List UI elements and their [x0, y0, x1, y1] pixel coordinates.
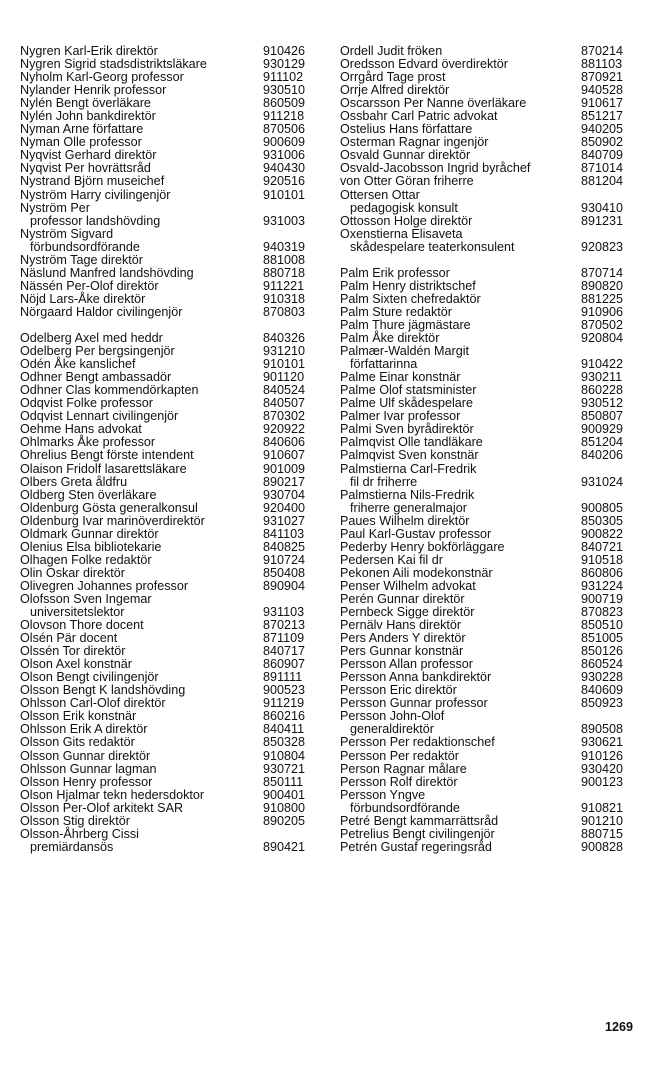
directory-entry — [20, 267, 320, 280]
entry-code: 880718 — [263, 265, 306, 280]
entry-name: Nyholm Karl-Georg professor — [20, 70, 184, 85]
entry-code: 870714 — [581, 265, 624, 280]
entry-code: 930621 — [581, 735, 624, 750]
entry-code: 940319 — [263, 239, 306, 254]
section-gap — [340, 254, 652, 267]
entry-name: Palm Åke direktör — [340, 331, 440, 346]
entry-code: 910906 — [581, 304, 624, 319]
entry-code: 900929 — [581, 422, 624, 437]
directory-entry — [20, 463, 320, 476]
directory-entry — [340, 189, 652, 215]
entry-code: 931024 — [581, 474, 624, 489]
entry-code: 901120 — [263, 370, 305, 385]
entry-code: 931006 — [263, 148, 306, 163]
entry-name: Petrelius Bengt civilingenjör — [340, 826, 495, 841]
entry-code: 891111 — [263, 670, 303, 685]
entry-name: Nöjd Lars-Åke direktör — [20, 291, 146, 306]
entry-name: Ohlmarks Åke professor — [20, 435, 156, 450]
entry-name: Olsson Henry professor — [20, 774, 153, 789]
entry-name: Paues Wilhelm direktör — [340, 513, 470, 528]
entry-code: 860228 — [581, 383, 624, 398]
entry-name: Nylén Bengt överläkare — [20, 96, 151, 111]
entry-name: Ohlsson Erik A direktör — [20, 722, 148, 737]
directory-entry — [340, 345, 652, 371]
entry-code: 920922 — [263, 422, 306, 437]
entry-code: 910617 — [581, 96, 624, 111]
directory-entry — [20, 815, 320, 828]
entry-code: 840606 — [263, 435, 306, 450]
entry-code: 870502 — [581, 317, 624, 332]
entry-code: 930129 — [263, 57, 306, 72]
entry-code: 911218 — [263, 109, 305, 124]
entry-name: Odelberg Axel med heddr — [20, 331, 163, 346]
entry-name: Osvald-Jacobsson Ingrid byråchef — [340, 161, 531, 176]
entry-code: 870214 — [581, 44, 624, 58]
entry-code: 860216 — [263, 709, 306, 724]
entry-name: Oldenburg Ivar marinöverdirektör — [20, 513, 205, 528]
entry-name: Pernbeck Sigge direktör — [340, 605, 475, 620]
entry-code: 871014 — [581, 161, 624, 176]
entry-name-continuation: universitetslektor — [30, 605, 125, 620]
entry-name: Nyström Per — [20, 200, 90, 215]
directory-entry — [340, 293, 652, 306]
entry-name: Orrje Alfred direktör — [340, 83, 450, 98]
entry-name-continuation: förbundsordförande — [350, 800, 460, 815]
entry-code: 910101 — [263, 187, 306, 202]
entry-code: 851217 — [581, 109, 624, 124]
directory-entry — [340, 449, 652, 462]
entry-name: Nygren Sigrid stadsdistriktsläkare — [20, 57, 207, 72]
entry-code: 931210 — [263, 344, 306, 359]
entry-name: Ohrelius Bengt förste intendent — [20, 448, 194, 463]
entry-name: Olson Bengt civilingenjör — [20, 670, 159, 685]
directory-entry — [340, 789, 652, 815]
directory-entry — [20, 280, 320, 293]
entry-name: Olsson Bengt K landshövding — [20, 683, 186, 698]
entry-code: 880715 — [581, 826, 624, 841]
directory-entry — [340, 776, 652, 789]
entry-code: 931103 — [263, 605, 305, 620]
entry-name-continuation: friherre generalmajor — [350, 500, 467, 515]
directory-entry — [20, 515, 320, 528]
entry-name: Pernälv Hans direktör — [340, 618, 462, 633]
entry-code: 890421 — [263, 839, 306, 854]
entry-name: Palmi Sven byrådirektör — [340, 422, 474, 437]
entry-name: Oldmark Gunnar direktör — [20, 526, 159, 541]
entry-name-continuation: professor landshövding — [30, 213, 161, 228]
directory-entry — [20, 554, 320, 567]
entry-code: 860806 — [581, 565, 624, 580]
entry-code: 850902 — [581, 135, 624, 150]
entry-name: Palm Sixten chefredaktör — [340, 291, 481, 306]
entry-code: 850408 — [263, 565, 306, 580]
directory-entry — [20, 502, 320, 515]
entry-code: 920823 — [581, 239, 624, 254]
directory-entry — [20, 476, 320, 489]
entry-code: 930410 — [581, 200, 624, 215]
entry-code: 881103 — [581, 57, 623, 72]
entry-name: Palmstierna Carl-Fredrik — [340, 461, 477, 476]
entry-code: 870803 — [263, 304, 306, 319]
entry-code: 890205 — [263, 813, 306, 828]
left-column — [20, 45, 320, 854]
entry-code: 870921 — [581, 70, 624, 85]
entry-name: Palm Thure jägmästare — [340, 317, 471, 332]
entry-code: 890217 — [263, 474, 306, 489]
entry-name: Palme Olof statsminister — [340, 383, 477, 398]
entry-code: 890904 — [263, 578, 306, 593]
entry-name: Osterman Ragnar ingenjör — [340, 135, 489, 150]
entry-code: 840825 — [263, 539, 306, 554]
entry-code: 910804 — [263, 748, 306, 763]
entry-code: 860524 — [581, 657, 624, 672]
entry-name: Nyman Arne författare — [20, 122, 144, 137]
entry-code: 850328 — [263, 735, 306, 750]
entry-name: Pers Anders Y direktör — [340, 631, 466, 646]
entry-code: 900523 — [263, 683, 306, 698]
entry-code: 910724 — [263, 552, 306, 567]
entry-code: 920804 — [581, 331, 624, 346]
entry-code: 840717 — [263, 644, 306, 659]
entry-code: 850126 — [581, 644, 624, 659]
directory-entry — [340, 750, 652, 763]
entry-code: 930512 — [581, 396, 624, 411]
entry-name-continuation: förbundsordförande — [30, 239, 140, 254]
entry-name: Palm Henry distriktschef — [340, 278, 476, 293]
entry-name: Olhagen Folke redaktör — [20, 552, 152, 567]
entry-name: Pers Gunnar konstnär — [340, 644, 464, 659]
entry-name: Olivegren Johannes professor — [20, 578, 189, 593]
entry-code: 931027 — [263, 513, 306, 528]
entry-name: Palmqvist Sven konstnär — [340, 448, 479, 463]
entry-name: Odén Åke kanslichef — [20, 357, 136, 372]
entry-name: Persson Per redaktör — [340, 748, 459, 763]
entry-name: von Otter Göran friherre — [340, 174, 474, 189]
entry-name: Ordell Judit fröken — [340, 44, 443, 58]
directory-entry — [340, 815, 652, 828]
entry-code: 870823 — [581, 605, 624, 620]
directory-entry — [340, 528, 652, 541]
directory-entry — [340, 228, 652, 254]
entry-code: 870213 — [263, 618, 306, 633]
entry-name: Oredsson Edvard överdirektör — [340, 57, 508, 72]
entry-code: 850305 — [581, 513, 624, 528]
entry-code: 910518 — [581, 552, 624, 567]
entry-name: Petrén Gustaf regeringsråd — [340, 839, 492, 854]
entry-code: 840524 — [263, 383, 306, 398]
entry-name: Palmstierna Nils-Fredrik — [340, 487, 475, 502]
directory-entry — [20, 306, 320, 319]
entry-code: 901009 — [263, 461, 306, 476]
entry-name: Olsson Stig direktör — [20, 813, 130, 828]
entry-name-continuation: skådespelare teaterkonsulent — [350, 239, 515, 254]
entry-code: 891231 — [581, 213, 624, 228]
entry-code: 840411 — [263, 722, 305, 737]
entry-code: 840709 — [581, 148, 624, 163]
entry-name-continuation: generaldirektör — [350, 722, 435, 737]
directory-entry — [20, 293, 320, 306]
entry-code: 911102 — [263, 70, 304, 85]
entry-name: Persson Anna bankdirektör — [340, 670, 492, 685]
entry-code: 930420 — [581, 761, 624, 776]
entry-name: Oxenstierna Elisaveta — [340, 226, 463, 241]
entry-name: Persson Per redaktionschef — [340, 735, 495, 750]
entry-code: 850111 — [263, 774, 304, 789]
entry-name: Olaison Fridolf lasarettsläkare — [20, 461, 187, 476]
entry-name: Odqvist Folke professor — [20, 396, 153, 411]
directory-entry — [20, 750, 320, 763]
directory-entry — [340, 267, 652, 280]
directory-entry — [20, 228, 320, 254]
entry-code: 840507 — [263, 396, 306, 411]
entry-code: 910318 — [263, 291, 306, 306]
directory-entry — [340, 175, 652, 188]
entry-code: 900805 — [581, 500, 624, 515]
entry-name: Odelberg Per bergsingenjör — [20, 344, 175, 359]
entry-name: Ossbahr Carl Patric advokat — [340, 109, 498, 124]
entry-name: Pedersen Kai fil dr — [340, 552, 443, 567]
entry-name: Person Ragnar målare — [340, 761, 467, 776]
entry-name: Palmer Ivar professor — [340, 409, 461, 424]
directory-entry — [20, 789, 320, 802]
directory-entry — [20, 175, 320, 188]
entry-code: 900123 — [581, 774, 624, 789]
entry-name: Petré Bengt kammarrättsråd — [340, 813, 499, 828]
directory-entry — [340, 463, 652, 489]
entry-name: Olbers Greta åldfru — [20, 474, 128, 489]
entry-code: 851204 — [581, 435, 624, 450]
entry-code: 890820 — [581, 278, 624, 293]
entry-name: Persson Yngve — [340, 787, 426, 802]
entry-name: Palmær-Waldén Margit — [340, 344, 469, 359]
entry-code: 930510 — [263, 83, 306, 98]
directory-entry — [340, 736, 652, 749]
directory-entry — [20, 528, 320, 541]
entry-name: Paul Karl-Gustav professor — [340, 526, 492, 541]
entry-name: Ohlsson Gunnar lagman — [20, 761, 157, 776]
entry-name: Ottersen Ottar — [340, 187, 420, 202]
entry-code: 910426 — [263, 44, 306, 58]
entry-name: Nyqvist Per hovrättsråd — [20, 161, 151, 176]
directory-entry — [20, 567, 320, 580]
entry-name: Nyström Harry civilingenjör — [20, 187, 171, 202]
entry-name: Persson John-Olof — [340, 709, 445, 724]
directory-entry — [20, 202, 320, 228]
entry-code: 860509 — [263, 96, 306, 111]
directory-entry — [20, 449, 320, 462]
entry-name: Olsson Erik konstnär — [20, 709, 137, 724]
entry-name: Olsén Pär docent — [20, 631, 118, 646]
directory-entry — [340, 841, 652, 854]
entry-code: 931224 — [581, 578, 624, 593]
entry-name: Odhner Bengt ambassadör — [20, 370, 172, 385]
entry-name: Oldenburg Gösta generalkonsul — [20, 500, 198, 515]
entry-code: 900828 — [581, 839, 624, 854]
entry-name: Nyqvist Gerhard direktör — [20, 148, 157, 163]
entry-name: Nygren Karl-Erik direktör — [20, 44, 158, 58]
directory-entry — [340, 580, 652, 593]
right-column — [340, 45, 652, 854]
entry-name: Olsson Gits redaktör — [20, 735, 135, 750]
entry-code: 930721 — [263, 761, 306, 776]
directory-entry — [340, 828, 652, 841]
entry-name: Persson Eric direktör — [340, 683, 457, 698]
entry-code: 870302 — [263, 409, 306, 424]
entry-code: 900822 — [581, 526, 624, 541]
entry-code: 850510 — [581, 618, 624, 633]
entry-code: 910101 — [263, 357, 306, 372]
entry-name: Persson Allan professor — [340, 657, 474, 672]
entry-name-continuation: fil dr friherre — [350, 474, 418, 489]
entry-code: 900401 — [263, 787, 306, 802]
entry-name: Olovson Thore docent — [20, 618, 144, 633]
directory-entry — [20, 802, 320, 815]
entry-name: Oscarsson Per Nanne överläkare — [340, 96, 527, 111]
entry-name: Olson Axel konstnär — [20, 657, 133, 672]
directory-entry — [340, 541, 652, 554]
entry-name: Nässén Per-Olof direktör — [20, 278, 159, 293]
entry-name-continuation: premiärdansös — [30, 839, 114, 854]
entry-code: 910821 — [581, 800, 624, 815]
entry-code: 901210 — [581, 813, 624, 828]
entry-code: 871109 — [263, 631, 305, 646]
entry-name: Olenius Elsa bibliotekarie — [20, 539, 162, 554]
entry-name: Odqvist Lennart civilingenjör — [20, 409, 179, 424]
entry-code: 840609 — [581, 683, 624, 698]
directory-entry — [20, 776, 320, 789]
directory-entry — [20, 736, 320, 749]
entry-name: Ottosson Holge direktör — [340, 213, 473, 228]
entry-name: Perén Gunnar direktör — [340, 591, 465, 606]
entry-name: Nyman Olle professor — [20, 135, 142, 150]
entry-code: 910607 — [263, 448, 306, 463]
directory-entry — [340, 215, 652, 228]
entry-code: 841103 — [263, 526, 305, 541]
directory-entry — [20, 593, 320, 619]
directory-entry — [340, 515, 652, 528]
directory-entry — [340, 763, 652, 776]
entry-code: 910422 — [581, 357, 624, 372]
entry-name: Olsson-Åhrberg Cissi — [20, 826, 139, 841]
entry-name: Palme Einar konstnär — [340, 370, 461, 385]
entry-name: Odhner Clas kommendörkapten — [20, 383, 199, 398]
entry-code: 911219 — [263, 696, 305, 711]
entry-name: Palmqvist Olle tandläkare — [340, 435, 483, 450]
directory-entry — [340, 567, 652, 580]
entry-name: Olssén Tor direktör — [20, 644, 126, 659]
entry-code: 940430 — [263, 161, 306, 176]
entry-name: Persson Gunnar professor — [340, 696, 488, 711]
entry-name: Nylander Henrik professor — [20, 83, 167, 98]
entry-name: Pederby Henry bokförläggare — [340, 539, 505, 554]
directory-entry — [20, 828, 320, 854]
directory-entry — [340, 554, 652, 567]
entry-name: Penser Wilhelm advokat — [340, 578, 476, 593]
entry-name: Oldberg Sten överläkare — [20, 487, 157, 502]
entry-name: Palm Erik professor — [340, 265, 450, 280]
entry-name: Persson Rolf direktör — [340, 774, 458, 789]
page-number: 1269 — [605, 1020, 634, 1034]
entry-name: Palm Sture redaktör — [340, 304, 452, 319]
entry-code: 840206 — [581, 448, 624, 463]
entry-name: Nyström Sigvard — [20, 226, 114, 241]
entry-code: 930704 — [263, 487, 306, 502]
directory-entry — [20, 489, 320, 502]
entry-code: 910126 — [581, 748, 624, 763]
entry-name: Olofsson Sven Ingemar — [20, 591, 152, 606]
entry-name: Ohlsson Carl-Olof direktör — [20, 696, 166, 711]
directory-entry — [20, 189, 320, 202]
directory-entry — [20, 254, 320, 267]
entry-code: 920400 — [263, 500, 306, 515]
entry-code: 940205 — [581, 122, 624, 137]
entry-code: 911221 — [263, 278, 305, 293]
entry-code: 881204 — [581, 174, 624, 189]
entry-code: 900609 — [263, 135, 306, 150]
entry-code: 850807 — [581, 409, 624, 424]
directory-entry — [340, 710, 652, 736]
entry-name-continuation: författarinna — [350, 357, 418, 372]
directory-entry — [20, 580, 320, 593]
entry-name: Orrgård Tage prost — [340, 70, 446, 85]
entry-code: 840721 — [581, 539, 624, 554]
entry-name: Ostelius Hans författare — [340, 122, 473, 137]
entry-code: 900719 — [581, 591, 624, 606]
directory-entry — [20, 541, 320, 554]
entry-code: 881008 — [263, 252, 306, 267]
entry-name-continuation: pedagogisk konsult — [350, 200, 458, 215]
entry-code: 930228 — [581, 670, 624, 685]
entry-name: Osvald Gunnar direktör — [340, 148, 471, 163]
directory-entry — [20, 763, 320, 776]
entry-name: Nyström Tage direktör — [20, 252, 143, 267]
directory-entry — [340, 489, 652, 515]
entry-code: 840326 — [263, 331, 306, 346]
entry-code: 881225 — [581, 291, 624, 306]
entry-name: Palme Ulf skådespelare — [340, 396, 473, 411]
entry-code: 910800 — [263, 800, 306, 815]
entry-code: 940528 — [581, 83, 624, 98]
entry-code: 931003 — [263, 213, 306, 228]
entry-name: Olin Oskar direktör — [20, 565, 125, 580]
directory-entry — [340, 280, 652, 293]
entry-code: 851005 — [581, 631, 624, 646]
entry-code: 870506 — [263, 122, 306, 137]
entry-code: 920516 — [263, 174, 306, 189]
entry-code: 850923 — [581, 696, 624, 711]
entry-code: 890508 — [581, 722, 624, 737]
entry-name: Olson Hjalmar tekn hedersdoktor — [20, 787, 205, 802]
entry-name: Nörgaard Haldor civilingenjör — [20, 304, 183, 319]
entry-code: 860907 — [263, 657, 306, 672]
entry-name: Nylén John bankdirektör — [20, 109, 156, 124]
entry-name: Näslund Manfred landshövding — [20, 265, 194, 280]
entry-name: Olsson Gunnar direktör — [20, 748, 151, 763]
entry-name: Olsson Per-Olof arkitekt SAR — [20, 800, 184, 815]
entry-code: 930211 — [581, 370, 623, 385]
entry-name: Pekonen Aili modekonstnär — [340, 565, 493, 580]
entry-name: Nystrand Björn museichef — [20, 174, 165, 189]
entry-name: Oehme Hans advokat — [20, 422, 142, 437]
